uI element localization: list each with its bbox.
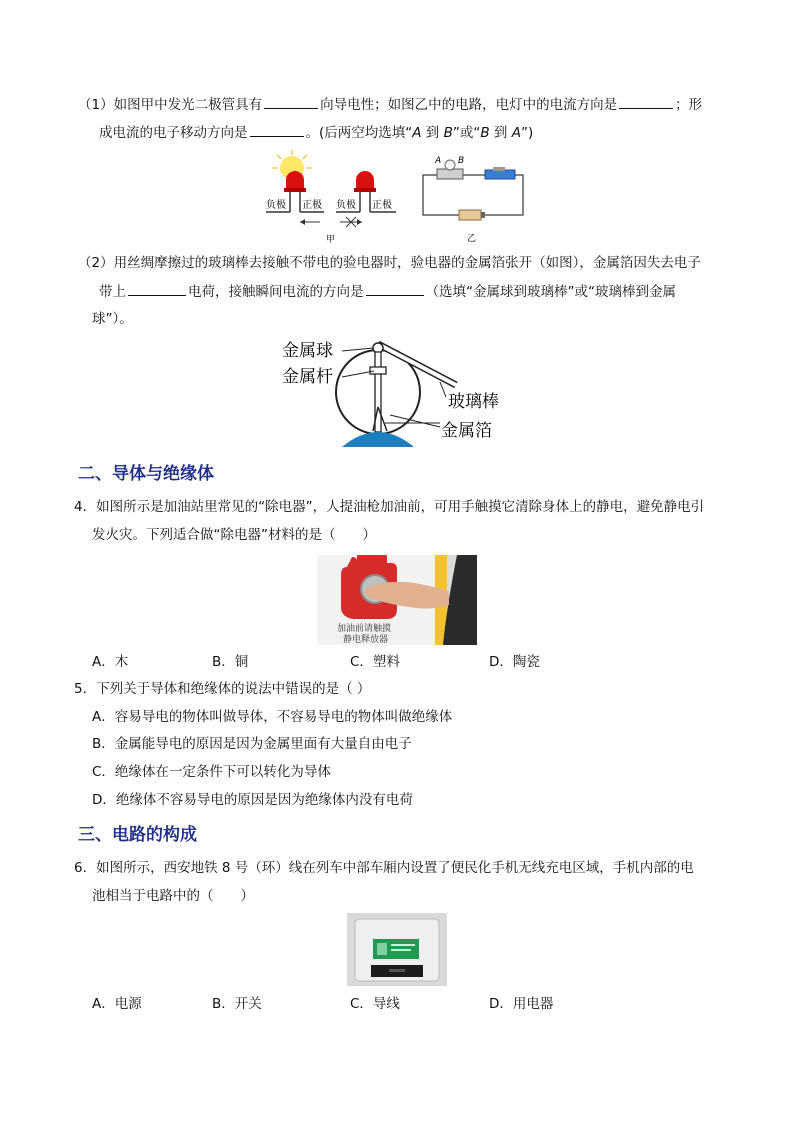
q4-option-a[interactable]: A．木 bbox=[92, 654, 129, 670]
q3-part2-line2: 带上 电荷，接触瞬间电流的方向是 （选填“金属球到玻璃棒”或“玻璃棒到金属 bbox=[99, 284, 676, 300]
metal-foil-label: 金属箔 bbox=[441, 421, 492, 441]
answer-blank[interactable] bbox=[250, 124, 304, 137]
wireless-charger-photo bbox=[347, 913, 447, 986]
negative-label: 负极 bbox=[266, 200, 286, 211]
q4-option-d[interactable]: D．陶瓷 bbox=[489, 654, 540, 670]
point-b-label: B bbox=[458, 156, 465, 166]
q4-option-c[interactable]: C．塑料 bbox=[350, 654, 400, 670]
q6-option-a[interactable]: A．电源 bbox=[92, 996, 142, 1012]
blocked-arrow-icon bbox=[340, 217, 362, 227]
q5-number: 5． bbox=[74, 681, 97, 697]
q4-option-b[interactable]: B．铜 bbox=[212, 654, 249, 670]
q3-part2-line3: 球”）。 bbox=[92, 311, 133, 327]
q4-stem-line2: 发火灾。下列适合做“除电器”材料的是（ ） bbox=[92, 527, 376, 543]
glass-rod-label: 玻璃棒 bbox=[448, 392, 499, 412]
q6-stem-line1: 6．如图所示，西安地铁 8 号（环）线在列车中部车厢内设置了便民化手机无线充电区域，手机内部的电 bbox=[74, 860, 694, 876]
q5-option-a[interactable]: A．容易导电的物体叫做导体，不容易导电的物体叫做绝缘体 bbox=[92, 709, 453, 725]
answer-blank[interactable] bbox=[366, 283, 424, 296]
answer-blank[interactable] bbox=[619, 96, 673, 109]
static-eliminator-photo bbox=[317, 555, 477, 645]
positive-label: 正极 bbox=[302, 200, 322, 211]
section-heading: 二、导体与绝缘体 bbox=[78, 464, 214, 484]
battery-icon bbox=[459, 210, 485, 220]
answer-blank[interactable] bbox=[264, 96, 318, 109]
metal-rod-label: 金属杆 bbox=[282, 367, 333, 387]
q5-option-d[interactable]: D．绝缘体不容易导电的原因是因为绝缘体内没有电荷 bbox=[92, 792, 413, 808]
photo-text: 静电释放器 bbox=[343, 635, 389, 645]
led-diagram bbox=[262, 150, 402, 245]
answer-blank[interactable] bbox=[128, 283, 186, 296]
q4-stem-line1: 4．如图所示是加油站里常见的“除电器”，人提油枪加油前，可用手触摸它清除身体上的静电，避免静电引 bbox=[74, 499, 705, 515]
q5-stem: 5．下列关于导体和绝缘体的说法中错误的是（ ） bbox=[74, 681, 371, 697]
q3-part2-line1: （2）用丝绸摩擦过的玻璃棒去接触不带电的验电器时，验电器的金属箔张开（如图），金属箔因失去电子 bbox=[78, 255, 701, 271]
electroscope-diagram bbox=[280, 335, 520, 447]
q4-number: 4． bbox=[74, 499, 97, 515]
figure-caption: 乙 bbox=[467, 234, 477, 244]
section-heading: 三、电路的构成 bbox=[78, 825, 197, 845]
electroscope-base bbox=[342, 432, 414, 447]
q6-stem-line2: 池相当于电路中的（ ） bbox=[92, 888, 254, 904]
q3-part1-line2: 成电流的电子移动方向是 。(后两空均选填“A 到 B”或“B 到 A”) bbox=[99, 125, 534, 141]
figure-caption: 甲 bbox=[326, 235, 336, 245]
q5-option-b[interactable]: B．金属能导电的原因是因为金属里面有大量自由电子 bbox=[92, 736, 412, 752]
q6-option-c[interactable]: C．导线 bbox=[350, 996, 400, 1012]
circuit-diagram bbox=[415, 155, 530, 245]
photo-text: 加油前请触摸 bbox=[337, 624, 392, 634]
q3-part1-number: （1） bbox=[78, 97, 114, 113]
q3-part1-line1: （1）如图甲中发光二极管具有 向导电性；如图乙中的电路，电灯中的电流方向是 ；形 bbox=[78, 97, 703, 113]
negative-label: 负极 bbox=[336, 200, 356, 211]
switch-icon bbox=[485, 167, 515, 179]
q6-number: 6． bbox=[74, 860, 97, 876]
q6-option-d[interactable]: D．用电器 bbox=[489, 996, 554, 1012]
point-a-label: A bbox=[435, 156, 442, 166]
current-arrow-icon bbox=[300, 219, 320, 225]
positive-label: 正极 bbox=[372, 200, 392, 211]
metal-ball-label: 金属球 bbox=[282, 341, 333, 361]
q5-option-c[interactable]: C．绝缘体在一定条件下可以转化为导体 bbox=[92, 764, 331, 780]
q3-part2-number: （2） bbox=[78, 255, 114, 271]
q6-option-b[interactable]: B．开关 bbox=[212, 996, 262, 1012]
